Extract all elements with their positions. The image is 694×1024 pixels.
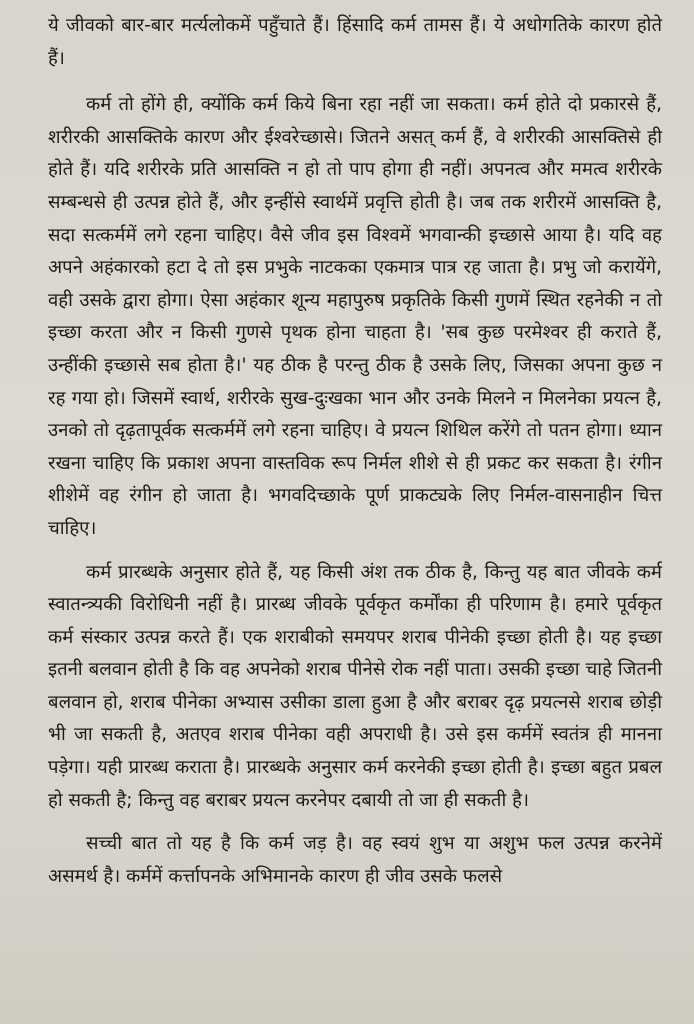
paragraph-karma-inert: सच्ची बात तो यह है कि कर्म जड़ है। वह स्वयं शुभ या अशुभ फल उत्पन्न करनेमें असमर्थ है। कर्ममें कर्त्तापनके अभिमानके कारण ही जीव उसके फलसे (48, 833, 662, 887)
paragraph-prarabdha: कर्म प्रारब्धके अनुसार होते हैं, यह किसी अंश तक ठीक है, किन्तु यह बात जीवके कर्म स्वातन्त्र्यकी विरोधिनी नहीं है। प्रारब्ध जीवके पूर्वकृत कर्मोंका ही परिणाम है। हमारे पूर्वकृत कर्म संस्कार उत्पन्न करते हैं। एक शराबीको समयपर शराब पीनेकी इच्छा होती है। यह इच्छा इतनी बलवान होती है कि वह अपनेको शराब पीनेसे रोक नहीं पाता। उसकी इच्छा चाहे जितनी बलवान हो, शराब पीनेका अभ्यास उसीका डाला हुआ है और बराबर दृढ़ प्रयत्नसे शराब छोड़ी भी जा सकती है, अतएव शराब पीनेका वही अपराधी है। उसे इस कर्ममें स्वतंत्र ही मानना पड़ेगा। यही प्रारब्ध कराता है। प्रारब्धके अनुसार कर्म करनेकी इच्छा होती है। इच्छा बहुत प्रबल हो सकती है; किन्तु वह बराबर प्रयत्न करनेपर दबायी तो जा ही सकती है। (48, 561, 662, 811)
paragraph-continued: ये जीवको बार-बार मर्त्यलोकमें पहुँचाते हैं। हिंसादि कर्म तामस हैं। ये अधोगतिके कारण होते हैं। (48, 15, 662, 69)
paragraph-karma-types: कर्म तो होंगे ही, क्योंकि कर्म किये बिना रहा नहीं जा सकता। कर्म होते दो प्रकारसे हैं, शरीरकी आसक्तिके कारण और ईश्वरेच्छासे। जितने असत् कर्म हैं, वे शरीरकी आसक्तिसे ही होते हैं। यदि शरीरके प्रति आसक्ति न हो तो पाप होगा ही नहीं। अपनत्व और ममत्व शरीरके सम्बन्धसे ही उत्पन्न होते हैं, और इन्हींसे स्वार्थमें प्रवृत्ति होती है। जब तक शरीरमें आसक्ति है, सदा सत्कर्ममें लगे रहना चाहिए। वैसे जीव इस विश्वमें भगवान्की इच्छासे आया है। यदि वह अपने अहंकारको हटा दे तो इस प्रभुके नाटकका एकमात्र पात्र रह जाता है। प्रभु जो करायेंगे, वही उसके द्वारा होगा। ऐसा अहंकार शून्य महापुरुष प्रकृतिके किसी गुणमें स्थित रहनेकी न तो इच्छा करता और न किसी गुणसे पृथक होना चाहता है। 'सब कुछ परमेश्वर ही कराते हैं, उन्हींकी इच्छासे सब होता है।' यह ठीक है परन्तु ठीक है उसके लिए, जिसका अपना कुछ न रह गया हो। जिसमें स्वार्थ, शरीरके सुख-दुःखका भान और उनके मिलने न मिलनेका प्रयत्न है, उनको तो दृढ़तापूर्वक सत्कर्ममें लगे रहना चाहिए। वे प्रयत्न शिथिल करेंगे तो पतन होगा। ध्यान रखना चाहिए कि प्रकाश अपना वास्तविक रूप निर्मल शीशे से ही प्रकट कर सकता है। रंगीन शीशेमें वह रंगीन हो जाता है। भगवदिच्छाके पूर्ण प्राकट्यके लिए निर्मल-वासनाहीन चित्त चाहिए। (48, 94, 662, 539)
